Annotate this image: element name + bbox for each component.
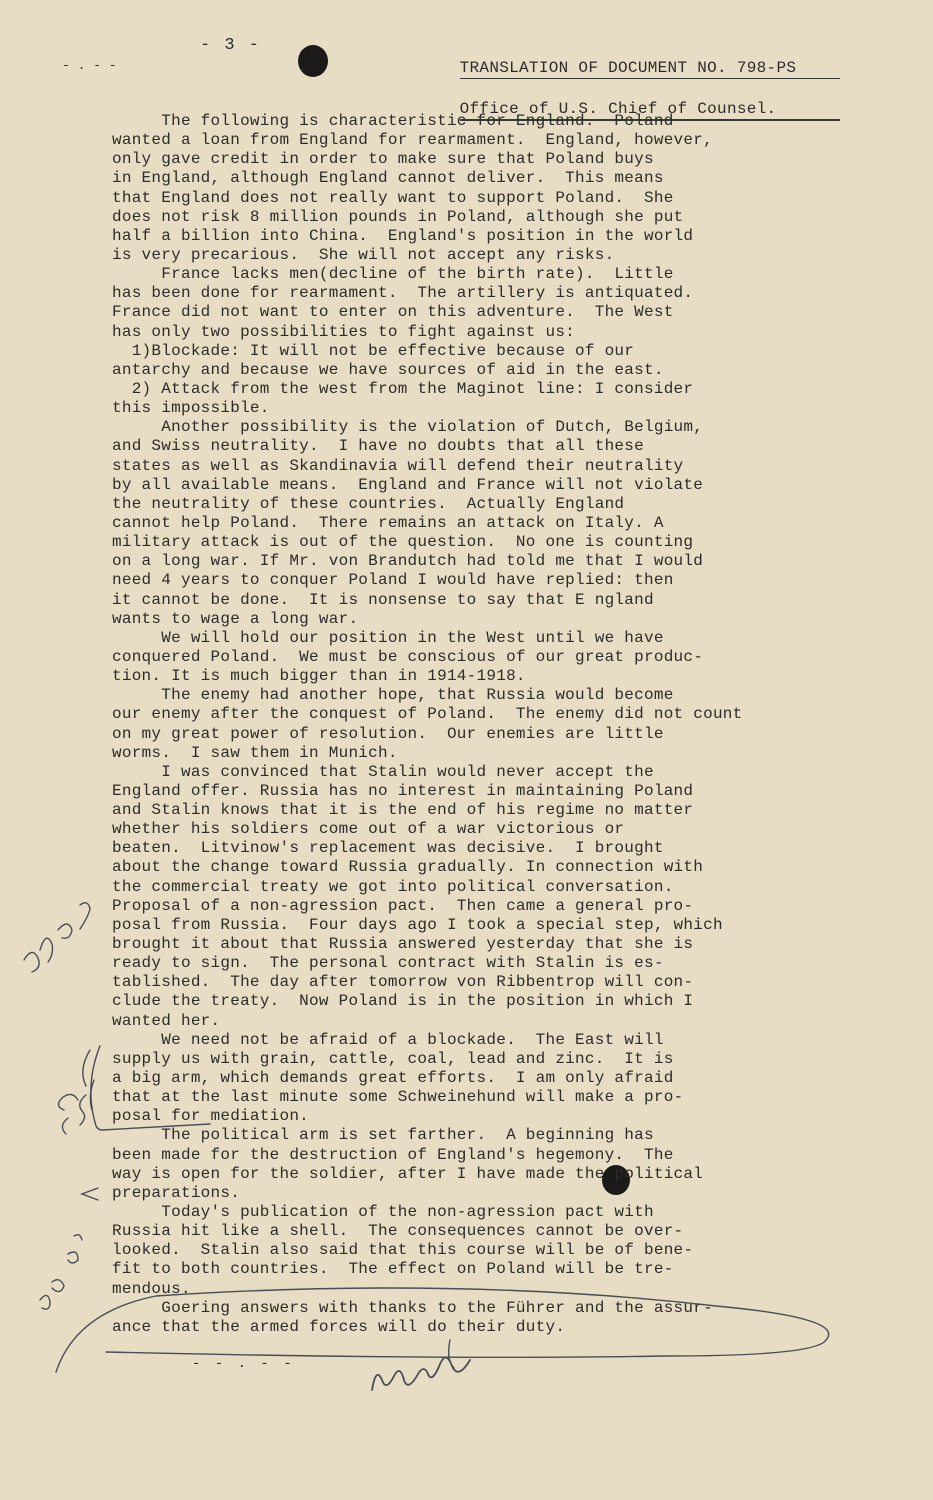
- body-line: and Swiss neutrality. I have no doubts that all these: [112, 437, 644, 456]
- body-line: 1)Blockade: It will not be effective because of our: [112, 341, 635, 360]
- body-line: states as well as Skandinavia will defend their neutrality: [112, 456, 684, 475]
- page-number: - 3 -: [200, 36, 262, 55]
- body-line: and Stalin knows that it is the end of his regime no matter: [112, 801, 694, 820]
- body-line: in England, although England cannot deliver. This means: [112, 169, 664, 188]
- body-line: this impossible.: [112, 399, 270, 418]
- body-line: brought it about that Russia answered yesterday that she is: [112, 935, 694, 954]
- body-line: has only two possibilities to fight against us:: [112, 322, 576, 341]
- body-line: wants to wage a long war.: [112, 609, 359, 628]
- body-line: wanted her.: [112, 1011, 221, 1030]
- header-office-line: Office of U.S. Chief of Counsel.: [460, 99, 840, 121]
- left-margin-marks: - . - -: [62, 58, 117, 73]
- body-line: conquered Poland. We must be conscious of our great produc-: [112, 647, 704, 666]
- body-line: England offer. Russia has no interest in maintaining Poland: [112, 781, 694, 800]
- body-line: ance that the armed forces will do their duty.: [112, 1317, 566, 1336]
- bracket-mediation: [91, 1046, 210, 1130]
- body-line: does not risk 8 million pounds in Poland, although she put: [112, 207, 684, 226]
- body-line: tion. It is much bigger than in 1914-1918.: [112, 667, 526, 686]
- body-line: way is open for the soldier, after I have made the political: [112, 1164, 704, 1183]
- body-line: Goering answers with thanks to the Führer and the assur-: [112, 1298, 713, 1317]
- body-line: by all available means. England and France will not violate: [112, 475, 704, 494]
- body-line: France did not want to enter on this adventure. The West: [112, 303, 674, 322]
- body-line: The enemy had another hope, that Russia would become: [112, 686, 674, 705]
- body-line: need 4 years to conquer Poland I would have replied: then: [112, 571, 674, 590]
- body-line: looked. Stalin also said that this course will be of bene-: [112, 1241, 694, 1260]
- signature: [372, 1357, 470, 1390]
- body-line: the neutrality of these countries. Actually England: [112, 494, 625, 513]
- body-line: beaten. Litvinow's replacement was decisive. I brought: [112, 839, 664, 858]
- body-line: posal for mediation.: [112, 1107, 310, 1126]
- body-line: whether his soldiers come out of a war victorious or: [112, 820, 625, 839]
- body-line: wanted a loan from England for rearmament. England, however,: [112, 131, 713, 150]
- body-line: tablished. The day after tomorrow von Ribbentrop will con-: [112, 973, 694, 992]
- body-line: that at the last minute some Schweinehund will make a pro-: [112, 1088, 684, 1107]
- body-line: that England does not really want to support Poland. She: [112, 188, 674, 207]
- body-line: supply us with grain, cattle, coal, lead and zinc. It is: [112, 1049, 674, 1068]
- body-line: on a long war. If Mr. von Brandutch had told me that I would: [112, 552, 704, 571]
- body-line: the commercial treaty we got into political conversation.: [112, 877, 674, 896]
- body-line: worms. I saw them in Munich.: [112, 743, 398, 762]
- body-line: The following is characteristic for England. Poland: [112, 112, 674, 130]
- body-line: been made for the destruction of England's hegemony. The: [112, 1145, 674, 1164]
- body-line: about the change toward Russia gradually. In connection with: [112, 858, 704, 877]
- body-line: Another possibility is the violation of Dutch, Belgium,: [112, 418, 704, 437]
- body-line: antarchy and because we have sources of aid in the east.: [112, 360, 664, 379]
- body-line: We will hold our position in the West until we have: [112, 628, 664, 647]
- body-line: We need not be afraid of a blockade. The East will: [112, 1030, 664, 1049]
- body-line: cannot help Poland. There remains an attack on Italy. A: [112, 513, 664, 532]
- body-line: is very precarious. She will not accept any risks.: [112, 245, 615, 264]
- body-line: Russia hit like a shell. The consequences cannot be over-: [112, 1222, 684, 1241]
- header-translation-line: TRANSLATION OF DOCUMENT NO. 798-PS: [460, 58, 840, 79]
- body-line: Proposal of a non-agression pact. Then came a general pro-: [112, 896, 694, 915]
- body-line: Today's publication of the non-agression pact with: [112, 1203, 654, 1222]
- arrow-preparations: [82, 1188, 98, 1200]
- body-line: it cannot be done. It is nonsense to say that E ngland: [112, 590, 654, 609]
- body-line: half a billion into China. England's position in the world: [112, 226, 694, 245]
- body-line: I was convinced that Stalin would never accept the: [112, 762, 654, 781]
- body-line: only gave credit in order to make sure that Poland buys: [112, 150, 654, 169]
- body-line: clude the treaty. Now Poland is in the position in which I: [112, 992, 694, 1011]
- margin-scribble-1: [24, 903, 90, 972]
- margin-scribble-3: [40, 1235, 82, 1309]
- end-marks: - - . - -: [192, 1356, 295, 1372]
- body-line: mendous.: [112, 1279, 191, 1298]
- body-line: preparations.: [112, 1183, 241, 1202]
- body-line: fit to both countries. The effect on Poland will be tre-: [112, 1260, 674, 1279]
- body-line: The political arm is set farther. A beginning has: [112, 1126, 654, 1145]
- body-line: ready to sign. The personal contract with Stalin is es-: [112, 954, 664, 973]
- body-line: has been done for rearmament. The artillery is antiquated.: [112, 284, 694, 303]
- body-line: our enemy after the conquest of Poland. The enemy did not count: [112, 705, 743, 724]
- body-line: a big arm, which demands great efforts. I am only afraid: [112, 1069, 674, 1088]
- body-line: France lacks men(decline of the birth rate). Little: [112, 265, 674, 284]
- body-line: on my great power of resolution. Our enemies are little: [112, 724, 664, 743]
- margin-scribble-2: [58, 1050, 94, 1134]
- body-line: 2) Attack from the west from the Maginot line: I consider: [112, 379, 694, 398]
- body-line: posal from Russia. Four days ago I took a special step, which: [112, 915, 723, 934]
- body-line: military attack is out of the question. No one is counting: [112, 533, 694, 552]
